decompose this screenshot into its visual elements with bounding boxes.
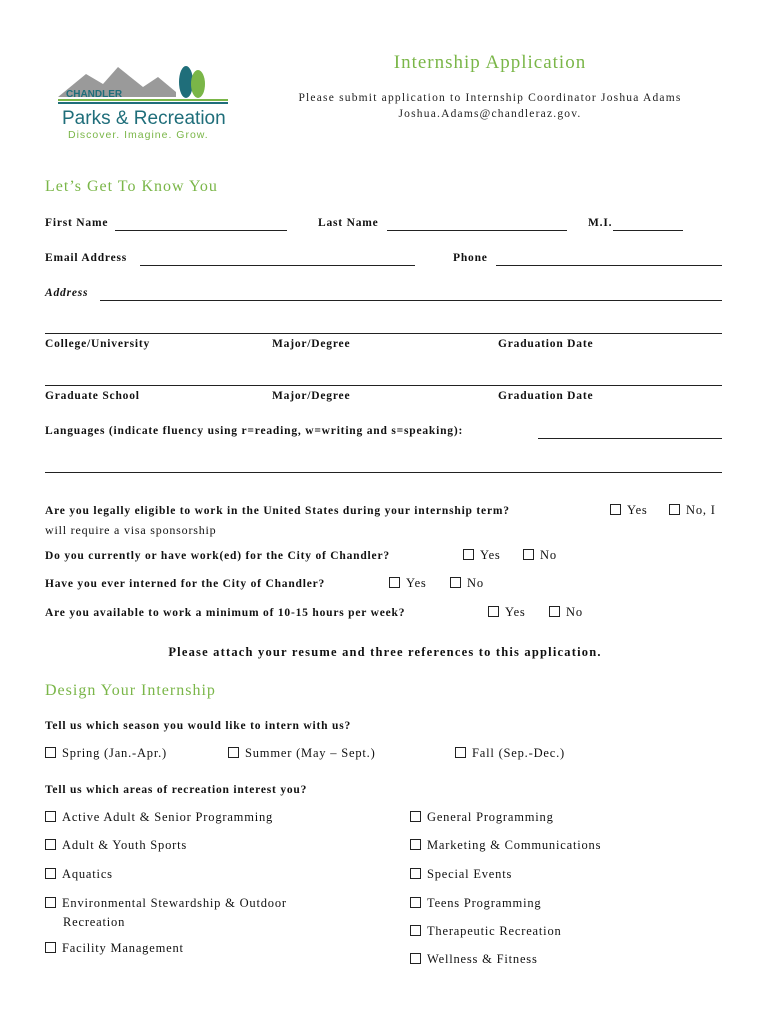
area-option[interactable]: Environmental Stewardship & Outdoor (45, 896, 287, 911)
season-fall-option[interactable]: Fall (Sep.-Dec.) (455, 746, 565, 761)
season-spring-option[interactable]: Spring (Jan.-Apr.) (45, 746, 167, 761)
mi-field[interactable] (613, 230, 683, 231)
phone-label: Phone (453, 252, 488, 264)
grad-school-label: Graduate School (45, 390, 140, 402)
attach-resume-note: Please attach your resume and three references to this application. (168, 645, 602, 659)
college-label: College/University (45, 338, 151, 350)
areas-prompt: Tell us which areas of recreation interest you? (45, 784, 308, 796)
checkbox[interactable] (410, 925, 421, 936)
checkbox[interactable] (488, 606, 499, 617)
checkbox[interactable] (523, 549, 534, 560)
area-option[interactable]: Wellness & Fitness (410, 952, 538, 967)
languages-field-extra[interactable] (45, 472, 722, 473)
checkbox[interactable] (455, 747, 466, 758)
grad-date-label-2: Graduation Date (498, 390, 594, 402)
logo-tagline: Discover. Imagine. Grow. (68, 129, 209, 141)
area-option[interactable]: Marketing & Communications (410, 838, 601, 853)
interned-no-option[interactable]: No (450, 576, 484, 591)
email-label: Email Address (45, 252, 128, 264)
logo-main-text: Parks & Recreation (62, 108, 226, 129)
first-name-field[interactable] (115, 230, 287, 231)
area-option[interactable]: Facility Management (45, 941, 184, 956)
area-option[interactable]: Adult & Youth Sports (45, 838, 187, 853)
checkbox[interactable] (45, 811, 56, 822)
checkbox[interactable] (463, 549, 474, 560)
season-prompt: Tell us which season you would like to intern with us? (45, 720, 352, 732)
interned-yes-option[interactable]: Yes (389, 576, 427, 591)
question-eligibility-cont: will require a visa sponsorship (45, 523, 217, 537)
checkbox[interactable] (228, 747, 239, 758)
section-title-know-you: Let’s Get To Know You (45, 178, 218, 195)
checkbox[interactable] (549, 606, 560, 617)
last-name-label: Last Name (318, 217, 379, 229)
checkbox[interactable] (45, 868, 56, 879)
languages-field[interactable] (538, 438, 722, 439)
city-work-no-option[interactable]: No (523, 548, 557, 563)
checkbox[interactable] (450, 577, 461, 588)
area-option[interactable]: Special Events (410, 867, 512, 882)
address-label: Address (45, 287, 89, 299)
area-option[interactable]: Active Adult & Senior Programming (45, 810, 273, 825)
college-field[interactable] (45, 333, 722, 334)
checkbox[interactable] (45, 747, 56, 758)
languages-label: Languages (indicate fluency using r=reading, w=writing and s=speaking): (45, 425, 464, 437)
submission-instruction: Please submit application to Internship Coordinator Joshua Adams (298, 92, 682, 104)
question-interned: Have you ever interned for the City of Chandler? (45, 578, 326, 590)
page-title: Internship Application (393, 52, 587, 73)
checkbox[interactable] (410, 868, 421, 879)
area-option-continuation: Recreation (63, 915, 126, 929)
checkbox[interactable] (389, 577, 400, 588)
submission-email: Joshua.Adams@chandleraz.gov. (398, 108, 582, 120)
grad-school-field[interactable] (45, 385, 722, 386)
mi-label: M.I. (588, 217, 613, 229)
last-name-field[interactable] (387, 230, 567, 231)
checkbox[interactable] (45, 839, 56, 850)
first-name-label: First Name (45, 217, 109, 229)
section-title-design: Design Your Internship (45, 682, 216, 699)
checkbox[interactable] (45, 897, 56, 908)
question-city-work: Do you currently or have work(ed) for the City of Chandler? (45, 550, 390, 562)
checkbox[interactable] (410, 897, 421, 908)
eligibility-yes-option[interactable]: Yes (610, 503, 648, 518)
major-label-1: Major/Degree (272, 338, 351, 350)
checkbox[interactable] (410, 953, 421, 964)
city-work-yes-option[interactable]: Yes (463, 548, 501, 563)
checkbox[interactable] (669, 504, 680, 515)
address-field[interactable] (100, 300, 722, 301)
area-option[interactable]: General Programming (410, 810, 554, 825)
email-field[interactable] (140, 265, 415, 266)
grad-date-label-1: Graduation Date (498, 338, 594, 350)
checkbox[interactable] (610, 504, 621, 515)
eligibility-no-option[interactable]: No, I (669, 503, 716, 518)
question-hours: Are you available to work a minimum of 10-15 hours per week? (45, 607, 406, 619)
major-label-2: Major/Degree (272, 390, 351, 402)
phone-field[interactable] (496, 265, 722, 266)
checkbox[interactable] (410, 839, 421, 850)
area-option[interactable]: Aquatics (45, 867, 113, 882)
hours-yes-option[interactable]: Yes (488, 605, 526, 620)
logo-top-text: CHANDLER (66, 89, 123, 100)
checkbox[interactable] (45, 942, 56, 953)
season-summer-option[interactable]: Summer (May – Sept.) (228, 746, 376, 761)
area-option[interactable]: Therapeutic Recreation (410, 924, 562, 939)
hours-no-option[interactable]: No (549, 605, 583, 620)
question-eligibility: Are you legally eligible to work in the United States during your internship term? (45, 505, 510, 517)
area-option[interactable]: Teens Programming (410, 896, 541, 911)
chandler-parks-logo (58, 62, 233, 142)
checkbox[interactable] (410, 811, 421, 822)
